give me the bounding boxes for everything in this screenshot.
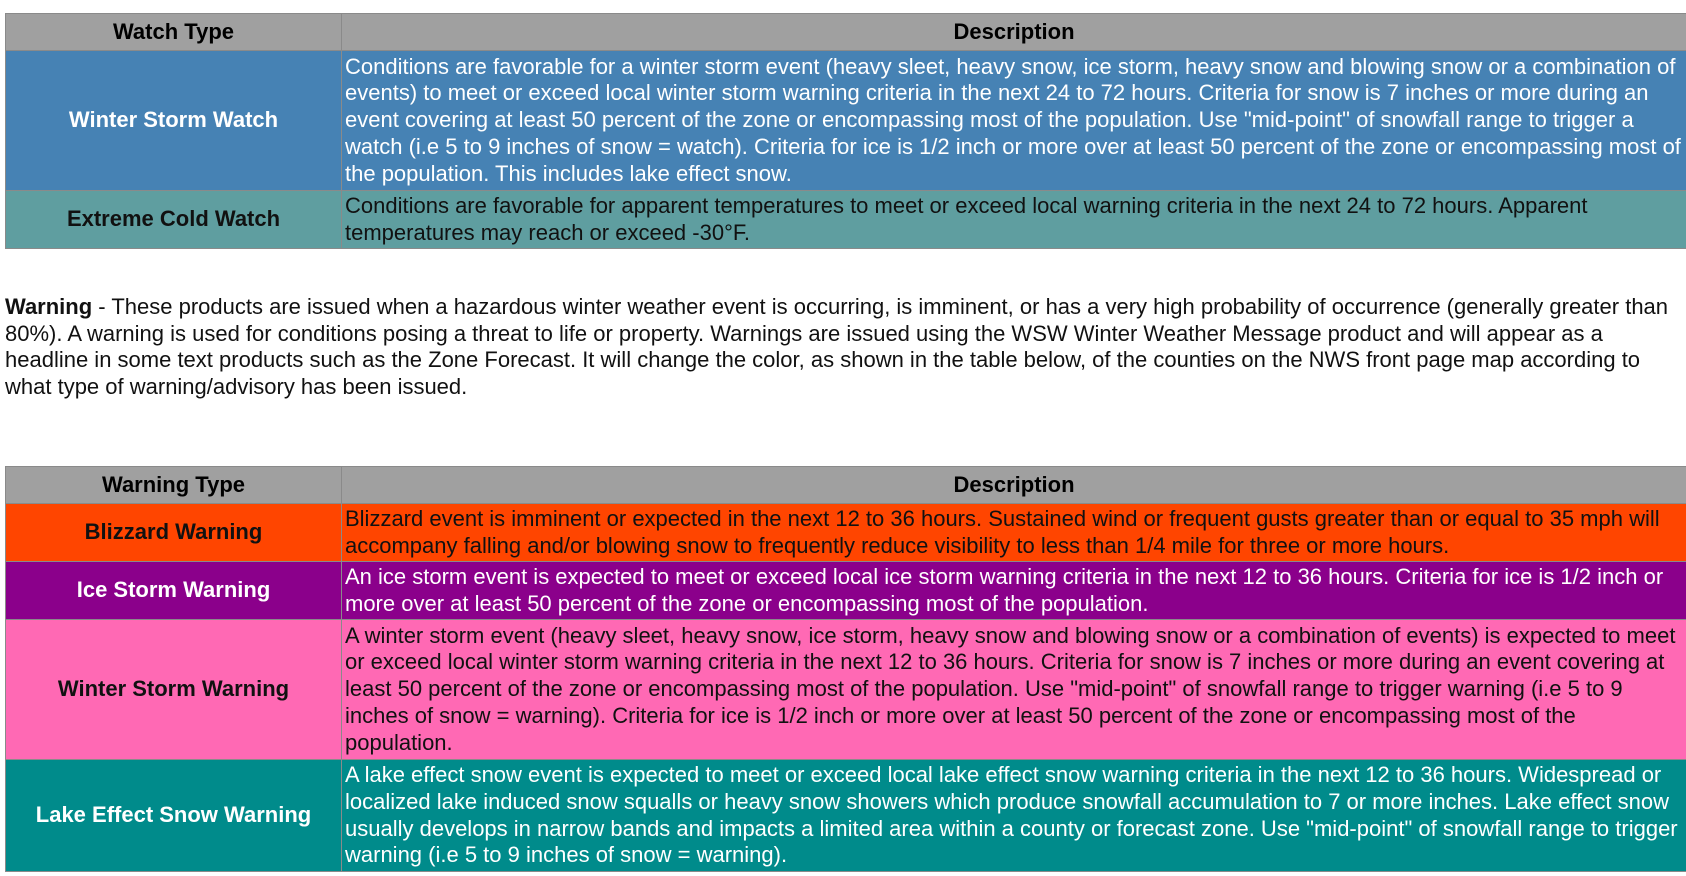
- warning-type-table: [5, 466, 1686, 872]
- description-header: Description: [342, 14, 1686, 51]
- row-type-cell: Winter Storm Watch: [6, 51, 342, 191]
- row-type-cell: Ice Storm Warning: [6, 562, 342, 620]
- row-type-cell: Extreme Cold Watch: [6, 191, 342, 249]
- warning-definition-text: - These products are issued when a hazardous winter weather event is occurring, is imminent, or has a very high probability of occurrence (generally greater than 80%). A warning is used for conditions posing a threat to life or property. Warnings are issued using the WSW Winter Weather Message product and will appear as a headline in some text products such as the Zone Forecast. It will change the color, as shown in the table below, of the counties on the NWS front page map according to what type of warning/advisory has been issued.: [5, 294, 1669, 400]
- table-row-blizzard-warning: [6, 504, 1686, 562]
- warning-type-header: Warning Type: [6, 467, 342, 504]
- row-description-cell: A lake effect snow event is expected to meet or exceed local lake effect snow warning criteria in the next 12 to 36 hours. Widespread or localized lake induced snow squalls or heavy snow showers which produce snowfall accumulation to 7 or more inches. Lake effect snow usually develops in narrow bands and impacts a limited area within a county or forecast zone. Use "mid-point" of snowfall range to trigger warning (i.e 5 to 9 inches of snow = warning).: [342, 760, 1686, 872]
- watch-type-table: [5, 13, 1686, 249]
- row-description-cell: Conditions are favorable for a winter storm event (heavy sleet, heavy snow, ice storm, heavy snow and blowing snow or a combination of events) to meet or exceed local winter storm warning criteria in the next 24 to 72 hours. Criteria for snow is 7 inches or more during an event covering at least 50 percent of the zone or encompassing most of the population. Use "mid-point" of snowfall range to trigger a watch (i.e 5 to 9 inches of snow = watch). Criteria for ice is 1/2 inch or more over at least 50 percent of the zone or encompassing most of the population. This includes lake effect snow.: [342, 51, 1686, 191]
- watch-type-header: Watch Type: [6, 14, 342, 51]
- row-type-cell: Lake Effect Snow Warning: [6, 760, 342, 872]
- table-row-lake-effect-snow-warning: [6, 760, 1686, 872]
- row-type-cell: Blizzard Warning: [6, 504, 342, 562]
- description-header: Description: [342, 467, 1686, 504]
- row-type-cell: Winter Storm Warning: [6, 620, 342, 760]
- warning-definition-paragraph: [5, 294, 1681, 401]
- row-description-cell: A winter storm event (heavy sleet, heavy snow, ice storm, heavy snow and blowing snow or a combination of events) is expected to meet or exceed local winter storm warning criteria in the next 12 to 36 hours. Criteria for snow is 7 inches or more during an event covering at least 50 percent of the zone or encompassing most of the population. Use "mid-point" of snowfall range to trigger warning (i.e 5 to 9 inches of snow = warning). Criteria for ice is 1/2 inch or more over at least 50 percent of the zone or encompassing most of the population.: [342, 620, 1686, 760]
- row-description-cell: Blizzard event is imminent or expected in the next 12 to 36 hours. Sustained wind or frequent gusts greater than or equal to 35 mph will accompany falling and/or blowing snow to frequently reduce visibility to less than 1/4 mile for three or more hours.: [342, 504, 1686, 562]
- row-description-cell: An ice storm event is expected to meet or exceed local ice storm warning criteria in the next 12 to 36 hours. Criteria for ice is 1/2 inch or more over at least 50 percent of the zone or encompassing most of the population.: [342, 562, 1686, 620]
- table-header-row: [6, 467, 1686, 504]
- table-header-row: [6, 14, 1686, 51]
- warning-term: Warning: [5, 294, 93, 319]
- table-row-extreme-cold-watch: [6, 191, 1686, 249]
- table-row-winter-storm-warning: [6, 620, 1686, 760]
- row-description-cell: Conditions are favorable for apparent temperatures to meet or exceed local warning criteria in the next 24 to 72 hours. Apparent temperatures may reach or exceed -30°F.: [342, 191, 1686, 249]
- table-row-winter-storm-watch: [6, 51, 1686, 191]
- table-row-ice-storm-warning: [6, 562, 1686, 620]
